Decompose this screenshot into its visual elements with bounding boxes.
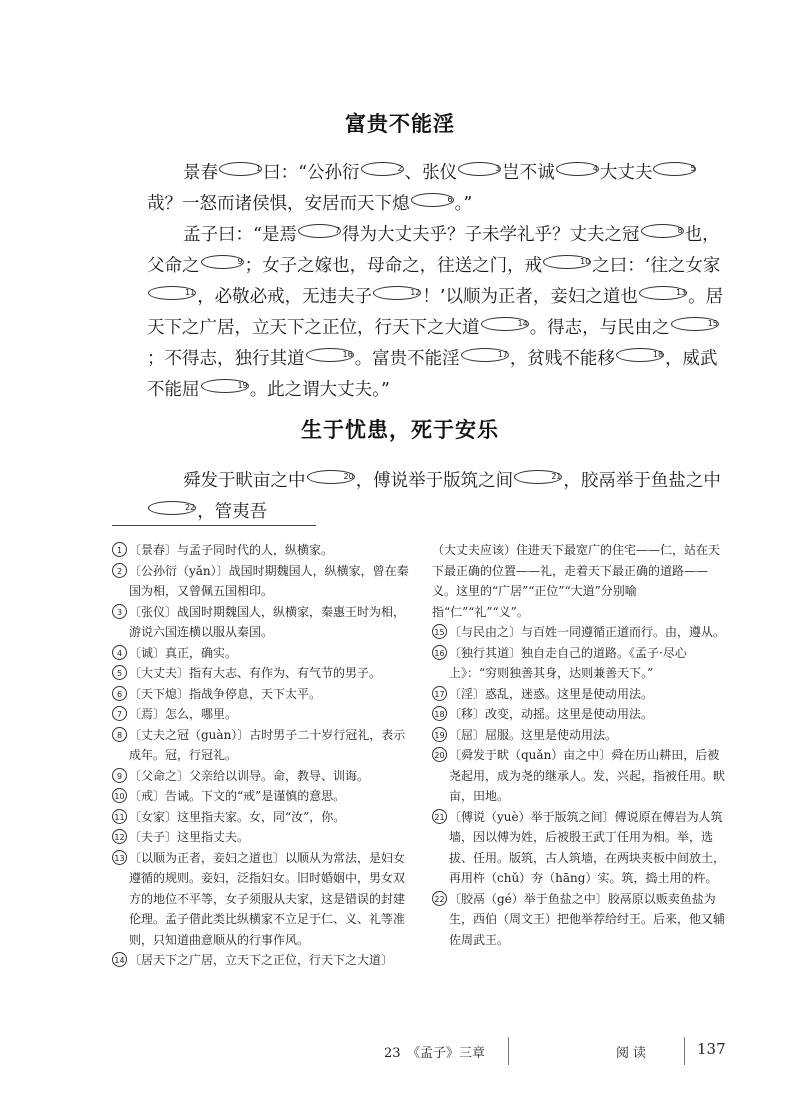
- footnote-text: （大丈夫应该）住进天下最宽广的住宅——仁，站在天下最正确的位置——礼，走着天下最正确的道路——义。这里的“广居”“正位”“大道”分别喻指“仁”“礼”“义”。: [432, 543, 721, 619]
- passage-text: 。富贵不能淫: [354, 349, 460, 369]
- footnote-number: 13: [112, 850, 127, 865]
- footnote-number: 16: [432, 645, 447, 660]
- footnote-text: 〔戒〕告诫。下文的“戒”是谨慎的意思。: [129, 789, 346, 803]
- footnote-marker[interactable]: 6: [411, 193, 454, 207]
- passage-text: 之曰：‘往之女家: [592, 256, 721, 276]
- footnote-item: [112, 786, 412, 807]
- footnote-text: 〔胶鬲（gé）举于鱼盐之中〕胶鬲原以贩卖鱼盐为生，西伯（周文王）把他举荐给纣王。后来，他又辅佐周武王。: [449, 891, 726, 947]
- footnote-text: 〔以顺为正者，妾妇之道也〕以顺从为常法，是妇女遵循的规则。妾妇，泛指妇女。旧时婚姻中，男女双方的地位不平等，女子须服从夫家，这是错误的封建伦理。孟子借此类比纵横家不立足于仁、义、礼等准则，只知道曲意顺从的行事作风。: [129, 850, 406, 947]
- footnote-text: 〔景春〕与孟子同时代的人，纵横家。: [129, 543, 334, 557]
- footnote-marker[interactable]: 5: [653, 162, 696, 176]
- passage-text: 哉？一怒而诸侯惧，安居而天下熄: [147, 194, 410, 214]
- footnote-marker[interactable]: 3: [458, 162, 501, 176]
- footnote-text: 〔大丈夫〕指有大志、有作为、有气节的男子。: [129, 666, 382, 680]
- footnote-text: 〔诚〕真正，确实。: [129, 645, 238, 660]
- passage-text: 。此之谓大丈夫。”: [249, 380, 390, 400]
- footnote-marker[interactable]: 13: [639, 286, 687, 300]
- footnote-number: 15: [432, 624, 447, 639]
- passage-text: 。居天下之广居，立天下之正位，行天下之大道: [147, 287, 724, 338]
- footnote-number: 11: [112, 809, 127, 824]
- footnote-marker[interactable]: 9: [201, 255, 244, 269]
- footnote-item: [432, 704, 730, 725]
- footnote-item: [432, 643, 730, 684]
- passage-text: ，胶鬲举于鱼盐之中: [563, 471, 721, 491]
- footnote-number: 5: [112, 665, 127, 680]
- footnote-item: [432, 725, 730, 746]
- footnote-text: 〔父命之〕父亲给以训导。命，教导、训诲。: [129, 768, 370, 783]
- footnote-item: [432, 622, 730, 643]
- footnote-number: 18: [432, 706, 447, 721]
- footnote-marker[interactable]: 19: [201, 379, 249, 393]
- footnote-text: 〔公孙衍（yǎn）〕战国时期魏国人，纵横家，曾在秦国为相，又曾佩五国相印。: [129, 563, 409, 598]
- footnote-text: 〔淫〕惑乱，迷惑。这里是使动用法。: [449, 686, 654, 701]
- passage-text: 。得志，与民由之: [529, 318, 670, 338]
- footnote-item: [112, 643, 412, 664]
- footnote-text: 〔舜发于畎（quǎn）亩之中〕舜在历山耕田，后被尧起用，成为尧的继承人。发，兴起，指被任用。畎亩，田地。: [449, 748, 726, 803]
- passage-text: 得为大丈夫乎？子未学礼乎？丈夫之冠: [342, 225, 640, 245]
- passage-text: ；女子之嫁也，母命之，往送之门，戒: [244, 256, 543, 276]
- footnote-marker[interactable]: 2: [361, 162, 404, 176]
- footnote-number: 19: [432, 727, 447, 742]
- footnote-item: [432, 807, 730, 889]
- footnote-item: [112, 704, 412, 725]
- footnote-text: 〔傅说（yuè）举于版筑之间〕傅说原在傅岩为人筑墙，因以傅为姓，后被殷王武丁任用为相。举，选拔、任用。版筑，古人筑墙，在两块夹板中间放土，再用杵（chǔ）夯（hāng）实。筑，捣土用的杵。: [449, 809, 726, 885]
- passage-text: ！’以顺为正者，妾妇之道也: [422, 287, 638, 307]
- passage-text: ，贫贱不能移: [509, 349, 615, 369]
- footnote-marker[interactable]: 10: [543, 255, 591, 269]
- passage-fugui: [147, 158, 727, 406]
- footnotes-left-column: [112, 540, 412, 971]
- footnote-marker[interactable]: 15: [671, 317, 719, 331]
- footnote-marker[interactable]: 17: [461, 348, 509, 362]
- section-title-shengyu: 生于忧患，死于安乐: [301, 418, 499, 442]
- section-title-fugui: 富贵不能淫: [345, 112, 455, 136]
- passage-text: 景春: [183, 163, 218, 183]
- footnote-continuation: [432, 540, 730, 622]
- footnote-item: [112, 827, 412, 848]
- footnote-item: [112, 663, 412, 684]
- footnote-number: 3: [112, 604, 127, 619]
- footnote-number: 17: [432, 686, 447, 701]
- passage-text: 大丈夫: [599, 163, 653, 183]
- footer-divider: [508, 1037, 509, 1065]
- footnote-item: [112, 725, 412, 766]
- page-number: 137: [697, 1040, 726, 1058]
- footnote-text: 〔焉〕怎么，哪里。: [129, 707, 238, 721]
- footnote-number: 8: [112, 727, 127, 742]
- footnote-item: [432, 745, 730, 807]
- footnote-number: 21: [432, 809, 447, 824]
- footer-divider: [684, 1037, 685, 1065]
- passage-text: ；不得志，独行其道: [147, 349, 305, 369]
- passage-text: 曰：“公孙衍: [263, 163, 360, 183]
- passage-text: 孟子曰：“是焉: [183, 225, 297, 245]
- footnote-marker[interactable]: 4: [556, 162, 599, 176]
- footnote-text: 〔女家〕这里指夫家。女，同“汝”，你。: [129, 809, 346, 824]
- footnote-item: [112, 561, 412, 602]
- footnote-item: [112, 602, 412, 643]
- passage-paragraph: [147, 220, 727, 406]
- footnote-text: 〔夫子〕这里指丈夫。: [129, 830, 250, 844]
- footnotes-right-column: [432, 540, 730, 950]
- footnote-item: [112, 848, 412, 951]
- footnote-marker[interactable]: 11: [148, 286, 196, 300]
- passage-text: ，管夷吾: [197, 502, 268, 522]
- footnote-number: 7: [112, 706, 127, 721]
- footnote-marker[interactable]: 16: [306, 348, 354, 362]
- passage-paragraph: [147, 158, 727, 220]
- footnote-text: 〔张仪〕战国时期魏国人，纵横家，秦惠王时为相，游说六国连横以服从秦国。: [129, 604, 406, 639]
- footnote-text: 〔居天下之广居，立天下之正位，行天下之大道〕: [129, 953, 394, 967]
- passage-text: 也，父命之: [147, 225, 720, 276]
- footnote-marker[interactable]: 20: [307, 470, 355, 484]
- footnote-marker[interactable]: 12: [373, 286, 421, 300]
- footnote-item: [112, 684, 412, 705]
- footnote-item: [432, 684, 730, 705]
- footnote-number: 2: [112, 563, 127, 578]
- footnote-marker[interactable]: 8: [641, 224, 684, 238]
- footnote-text: 〔丈夫之冠（guàn）〕古时男子二十岁行冠礼，表示成年。冠，行冠礼。: [129, 727, 406, 762]
- footnote-divider: [112, 525, 316, 526]
- footnote-item: [112, 807, 412, 828]
- footnote-number: 14: [112, 952, 127, 967]
- footnote-text: 〔独行其道〕独自走自己的道路。《孟子·尽心上》：“穷则独善其身，达则兼善天下。”: [449, 645, 687, 680]
- passage-text: 、张仪: [404, 163, 458, 183]
- footnote-marker[interactable]: 1: [219, 162, 262, 176]
- passage-text: 。”: [454, 194, 473, 214]
- footnote-number: 1: [112, 542, 127, 557]
- footnote-text: 〔屈〕屈服。这里是使动用法。: [449, 727, 618, 742]
- footnote-item: [112, 766, 412, 787]
- footnote-number: 22: [432, 891, 447, 906]
- footnote-item: [432, 889, 730, 951]
- passage-text: ，必敬必戒，无违夫子: [197, 287, 373, 307]
- passage-text: 岂不诚: [502, 163, 555, 183]
- passage-text: ，威武不能屈: [147, 349, 718, 400]
- footnote-text: 〔天下熄〕指战争停息，天下太平。: [129, 686, 322, 701]
- passage-text: ，傅说举于版筑之间: [355, 471, 514, 491]
- footnote-number: 6: [112, 686, 127, 701]
- footnote-number: 4: [112, 645, 127, 660]
- footer-lesson-title: 23 《孟子》三章: [384, 1046, 486, 1061]
- footnote-item: [112, 540, 412, 561]
- footnote-marker[interactable]: 22: [148, 501, 196, 515]
- passage-paragraph: [147, 466, 727, 528]
- footnote-marker[interactable]: 14: [481, 317, 529, 331]
- footnote-number: 10: [112, 788, 127, 803]
- footnote-marker[interactable]: 7: [298, 224, 341, 238]
- footnote-text: 〔与民由之〕与百姓一同遵循正道而行。由，遵从。: [449, 625, 726, 639]
- footnote-text: 〔移〕改变，动摇。这里是使动用法。: [449, 707, 654, 721]
- footnote-marker[interactable]: 21: [514, 470, 562, 484]
- footnote-item: [112, 950, 412, 971]
- footnote-marker[interactable]: 18: [616, 348, 664, 362]
- footnote-number: 9: [112, 768, 127, 783]
- passage-text: 舜发于畎亩之中: [183, 471, 306, 491]
- footnote-number: 20: [432, 747, 447, 762]
- passage-shengyu: [147, 466, 727, 528]
- footer-section-label: 阅读: [616, 1046, 651, 1061]
- footnote-number: 12: [112, 829, 127, 844]
